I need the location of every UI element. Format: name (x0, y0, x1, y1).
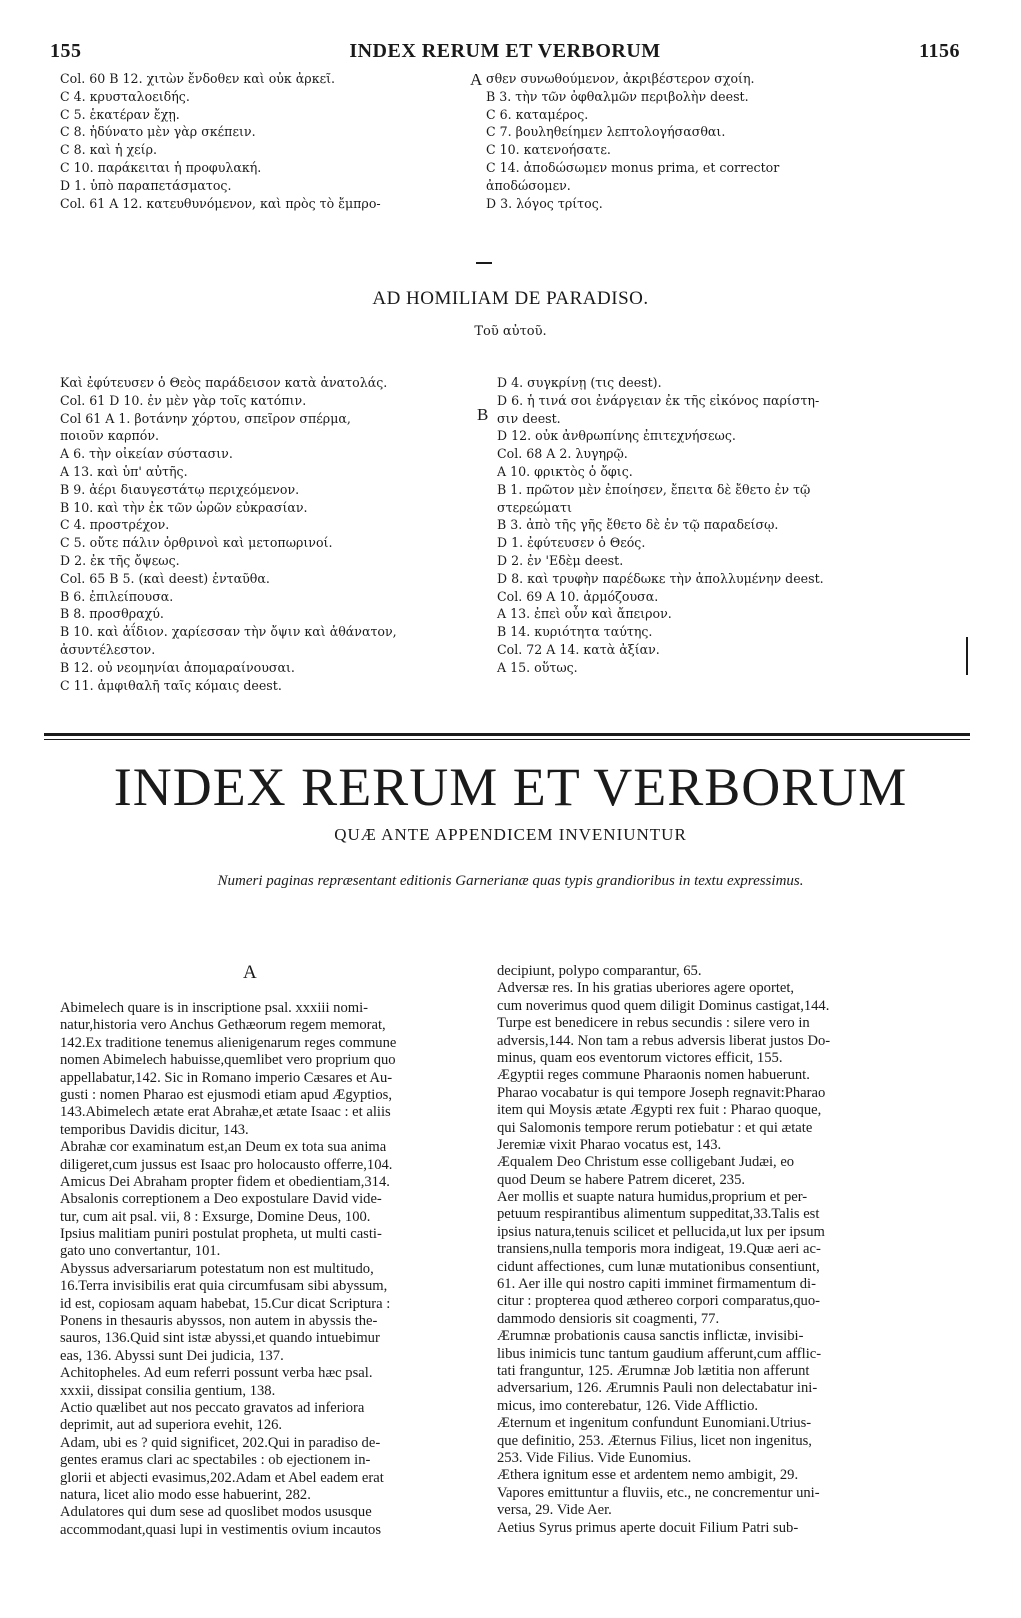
index-line: Abimelech quare is in inscriptione psal. xxxiii nomi- (60, 1000, 369, 1016)
index-line: Jeremiæ vixit Pharao vocatus est, 143. (497, 1136, 722, 1153)
index-line: qui Salomonis tempore rerum potiebatur : et qui ætate (497, 1119, 813, 1136)
section-subtitle: Τοῦ αὐτοῦ. (474, 324, 547, 339)
variant-line: B 10. καὶ ἀΐδιον. χαρίεσσαν τὴν ὄψιν καὶ ἀθάνατον, (60, 624, 397, 640)
index-line: adversarium, 126. Ærumnis Pauli non delectabatur ini- (497, 1380, 818, 1397)
variant-line: B 1. πρῶτον μὲν ἐποίησεν, ἔπειτα δὲ ἔθετο ἐν τῷ (497, 481, 811, 497)
variant-line: Col. 61 D 10. ἐν μὲν γὰρ τοῖς κατόπιν. (60, 392, 307, 408)
index-line: tati franguntur, 125. Ærumnæ Job lætitia non afferunt (497, 1362, 810, 1379)
index-line: Aetius Syrus primus aperte docuit Filium Patri sub- (497, 1519, 799, 1536)
variant-line: Col 61 A 1. βοτάνην χόρτου, σπεῖρον σπέρμα, (60, 410, 351, 426)
index-line: Pharao vocabatur is qui tempore Joseph regnavit:Pharao (497, 1084, 826, 1101)
variant-line: Col. 61 A 12. κατευθυνόμενον, καὶ πρὸς τὸ ἔμπρο- (60, 195, 381, 211)
variant-line: Καὶ ἐφύτευσεν ὁ Θεὸς παράδεισον κατὰ ἀνατολάς. (60, 375, 388, 390)
variant-line: D 12. οὐκ ἀνθρωπίνης ἐπιτεχνήσεως. (497, 428, 736, 444)
index-line: Ærumnæ probationis causa sanctis inflictæ, invisibi- (497, 1328, 804, 1345)
variant-line: D 2. ἐκ τῆς ὄψεως. (60, 552, 180, 568)
index-note: Numeri paginas repræsentant editionis Garnerianæ quas typis grandioribus in textu expressimus. (217, 873, 804, 889)
index-line: 142.Ex traditione tenemus alienigenarum reges commune (60, 1034, 397, 1051)
variant-line: C 6. καταμέρος. (486, 106, 589, 122)
index-line: Adversæ res. In his gratias uberiores agere oportet, (497, 980, 795, 997)
index-line: Abyssus adversariarum potestatum non est multitudo, (60, 1260, 374, 1277)
index-line: petuum respirantibus alimentum suppeditat,33.Talis est (497, 1206, 820, 1223)
index-line: minus, quam eos eventorum victores efficit, 155. (497, 1049, 783, 1066)
index-line: cum noverimus quod quem diligit Dominus castigat,144. (497, 997, 830, 1014)
index-line: Ipsius malitiam puniri postulat propheta, ut multi casti- (60, 1226, 382, 1243)
variant-line: Col. 69 A 10. ἁρμόζουσα. (497, 588, 659, 604)
index-column-right (497, 963, 830, 1537)
variant-line: C 8. καὶ ἡ χείρ. (60, 142, 158, 158)
variant-line: B 12. οὐ νεομηνίαι ἀπομαραίνουσαι. (60, 659, 295, 675)
index-line: Actio quælibet aut nos peccato gravatos ad inferiora (60, 1399, 365, 1416)
index-line: Turpe est benedicere in rebus secundis : silere vero in (497, 1015, 810, 1032)
variant-line: B 3. τὴν τῶν ὀφθαλμῶν περιβολὴν deest. (486, 88, 749, 104)
variant-line: C 8. ἡδύνατο μὲν γὰρ σκέπειν. (60, 124, 256, 140)
index-line: id est, copiosam aquam habebat, 15.Cur dicat Scriptura : (60, 1295, 391, 1312)
index-line: cidunt affectiones, cum lunæ mutationibus consentiunt, (497, 1258, 820, 1275)
index-line: ipsius natura,tenuis scilicet et pellucida,ut lux per ipsum (497, 1223, 825, 1240)
index-line: natura, licet alio modo esse habuerint, 282. (60, 1486, 311, 1503)
index-line: que definitio, 253. Æternus Filius, licet non ingenitus, (497, 1432, 812, 1449)
section-title: AD HOMILIAM DE PARADISO. (372, 288, 649, 309)
variant-readings-top-right (486, 70, 779, 212)
index-line: quod Deum se habere Patrem diceret, 235. (497, 1171, 746, 1188)
index-line: Ponens in thesauris abyssos, non autem in abyssis the- (60, 1313, 378, 1330)
index-line: 143.Abimelech ætate erat Abrahæ,et ætate Isaac : et aliis (60, 1104, 391, 1121)
variant-line: D 8. καὶ τρυφὴν παρέδωκε τὴν ἀπολλυμένην deest. (497, 570, 824, 586)
variant-readings-top-left (60, 70, 381, 212)
index-line: Amicus Dei Abraham propter fidem et obedientiam,314. (60, 1173, 390, 1190)
index-line: 253. Vide Filius. Vide Eunomius. (497, 1449, 692, 1466)
index-line: Abrahæ cor examinatum est,an Deum ex tota sua anima (60, 1139, 387, 1156)
variant-line: D 3. λόγος τρίτος. (486, 195, 603, 211)
index-line: transiens,nulla temporis mora indigeat, 19.Quæ aeri ac- (497, 1241, 821, 1258)
index-line: item qui Moysis ætate Ægypti rex fuit : Pharao quoque, (497, 1102, 822, 1119)
variant-line: B 9. ἀέρι διαυγεστάτῳ περιχεόμενον. (60, 481, 300, 497)
running-header (50, 40, 960, 70)
index-line: glorii et abjecti evasimus,202.Adam et Abel eadem erat (60, 1469, 384, 1486)
variant-readings-mid-right (497, 374, 824, 677)
margin-mark-a: A (470, 70, 483, 89)
index-line: tur, cum ait psal. vii, 8 : Exsurge, Domine Deus, 100. (60, 1208, 371, 1225)
page-number-left: 155 (50, 40, 82, 62)
index-line: Achitopheles. Ad eum referri possunt verba hæc psal. (60, 1365, 373, 1382)
index-line: nomen Abimelech habuisse,quemlibet vero proprium quo (60, 1052, 396, 1069)
variant-line: C 11. ἀμφιθαλῆ ταῖς κόμαις deest. (60, 677, 282, 693)
index-title: INDEX RERUM ET VERBORUM (113, 757, 908, 817)
index-line: Adam, ubi es ? quid significet, 202.Qui in paradiso de- (60, 1434, 381, 1451)
variant-line: Col. 72 A 14. κατὰ ἀξίαν. (497, 641, 660, 657)
variant-line: A 15. οὕτως. (497, 659, 578, 675)
index-line: versa, 29. Vide Aer. (497, 1502, 612, 1519)
index-line: Ægyptii reges commune Pharaonis nomen habuerunt. (497, 1067, 810, 1084)
index-line: Æternum et ingenitum confundunt Eunomiani.Utrius- (497, 1415, 812, 1432)
variant-line: Col. 65 B 5. (καὶ deest) ἐνταῦθα. (60, 570, 270, 586)
index-line: diligeret,cum jussus est Isaac pro holocausto offerre,104. (60, 1156, 393, 1173)
index-line: gusti : nomen Pharao est ejusmodi etiam apud Ægyptios, (60, 1086, 392, 1103)
variant-line: A 13. καὶ ὑπ' αὐτῆς. (60, 463, 188, 479)
variant-line: B 6. ἐπιλείπουσα. (60, 588, 174, 604)
margin-bar (966, 637, 968, 675)
index-line: deprimit, aut ad superiora evehit, 126. (60, 1417, 283, 1434)
index-line: Absalonis correptionem a Deo expostulare David vide- (60, 1191, 382, 1208)
variant-line: στερεώματι (497, 499, 572, 515)
variant-line: ἀποδώσομεν. (486, 177, 571, 193)
margin-mark-b: B (477, 405, 489, 424)
index-line: sauros, 136.Quid sint istæ abyssi,et quando intuebimur (60, 1330, 380, 1347)
variant-line: C 5. οὔτε πάλιν ὀρθρινοὶ καὶ μετοπωρινοί. (60, 535, 333, 551)
index-line: natur,historia vero Anchus Gethæorum regem memorat, (60, 1017, 386, 1034)
index-line: citur : propterea quod æthereo corpori comparatus,quo- (497, 1293, 820, 1310)
variant-line: A 13. ἐπεὶ οὖν καὶ ἄπειρον. (497, 606, 672, 622)
index-line: Vapores emittuntur a fluviis, etc., ne concrementur uni- (497, 1484, 820, 1501)
variant-line: ἀσυντέλεστον. (60, 641, 156, 657)
variant-line: Col. 60 B 12. χιτὼν ἔνδοθεν καὶ οὐκ ἀρκεῖ. (60, 71, 336, 86)
variant-line: B 8. προσθραχύ. (60, 606, 164, 622)
index-letter-heading: A (243, 962, 257, 983)
variant-line: C 10. κατενοήσατε. (486, 142, 611, 158)
index-line: adversis,144. Non tam a rebus adversis liberat justos Do- (497, 1032, 831, 1049)
index-line: accommodant,quasi lupi in vestimentis ovium incautos (60, 1521, 382, 1538)
separator-dash (476, 262, 492, 264)
index-line: gentes eramus clari ac spectabiles : ob ejectionem in- (60, 1452, 371, 1469)
page-number-right: 1156 (919, 40, 960, 62)
index-line: libus inimicis tunc tantum gaudium afferunt,cum afflic- (497, 1345, 822, 1362)
variant-line: D 4. συγκρίνῃ (τις deest). (497, 375, 662, 390)
variant-line: Col. 68 A 2. λυγηρῷ. (497, 446, 628, 462)
index-line: Æthera ignitum esse et ardentem nemo ambigit, 29. (497, 1467, 799, 1484)
variant-line: A 10. φρικτὸς ὁ ὄφις. (497, 463, 633, 479)
index-line: gato uno convertantur, 101. (60, 1243, 221, 1260)
variant-line: ποιοῦν καρπόν. (60, 428, 159, 444)
index-line: 61. Aer ille qui nostro capiti imminet firmamentum di- (497, 1276, 816, 1293)
running-title: INDEX RERUM ET VERBORUM (349, 40, 661, 62)
index-line: Adulatores qui dum sese ad quoslibet modos ususque (60, 1504, 372, 1521)
index-line: xxxii, dissipat consilia gentium, 138. (60, 1382, 276, 1399)
index-subtitle: QUÆ ANTE APPENDICEM INVENIUNTUR (334, 825, 687, 844)
index-line: Æqualem Deo Christum esse colligebant Judæi, eo (497, 1154, 795, 1171)
index-line: dammodo densioris sit coagmenti, 77. (497, 1310, 720, 1327)
index-line: decipiunt, polypo comparantur, 65. (497, 963, 702, 979)
variant-line: D 2. ἐν 'Εδὲμ deest. (497, 552, 624, 568)
variant-line: D 6. ἡ τινά σοι ἐνάργειαν ἐκ τῆς εἰκόνος παρίστη- (497, 392, 820, 408)
variant-line: C 4. προστρέχον. (60, 517, 170, 533)
variant-line: C 5. ἑκατέραν ἔχῃ. (60, 106, 180, 122)
variant-line: B 10. καὶ τὴν ἐκ τῶν ὡρῶν εὐκρασίαν. (60, 499, 308, 515)
thick-rule (44, 733, 970, 736)
variant-line: C 4. κρυσταλοειδής. (60, 88, 190, 104)
variant-readings-mid-left (60, 374, 397, 694)
index-line: temporibus Davidis dicitur, 143. (60, 1121, 249, 1138)
variant-line: C 10. παράκειται ἡ προφυλακή. (60, 159, 262, 175)
variant-line: σιν deest. (497, 410, 561, 426)
variant-line: B 3. ἀπὸ τῆς γῆς ἔθετο δὲ ἐν τῷ παραδείσῳ. (497, 517, 779, 533)
index-line: appellabatur,142. Sic in Romano imperio Cæsares et Au- (60, 1069, 393, 1086)
variant-line: D 1. ὑπὸ παραπετάσματος. (60, 177, 232, 193)
variant-line: σθεν συνωθούμενον, ἀκριβέστερον σχοίη. (486, 71, 755, 86)
index-line: micus, imo conterebatur, 126. Vide Afflictio. (497, 1397, 759, 1414)
index-column-left (60, 1000, 396, 1539)
variant-line: C 14. ἀποδώσωμεν monus prima, et corrector (486, 159, 780, 175)
thin-rule (44, 739, 970, 740)
index-line: 16.Terra invisibilis erat quia circumfusam sibi abyssum, (60, 1278, 388, 1295)
variant-line: D 1. ἐφύτευσεν ὁ Θεός. (497, 535, 646, 551)
index-line: Aer mollis et suapte natura humidus,proprium et per- (497, 1189, 808, 1206)
variant-line: B 14. κυριότητα ταύτης. (497, 624, 653, 640)
index-line: eas, 136. Abyssi sunt Dei judicia, 137. (60, 1347, 284, 1364)
variant-line: C 7. βουληθείημεν λεπτολογήσασθαι. (486, 124, 726, 140)
variant-line: A 6. τὴν οἰκείαν σύστασιν. (60, 446, 233, 462)
